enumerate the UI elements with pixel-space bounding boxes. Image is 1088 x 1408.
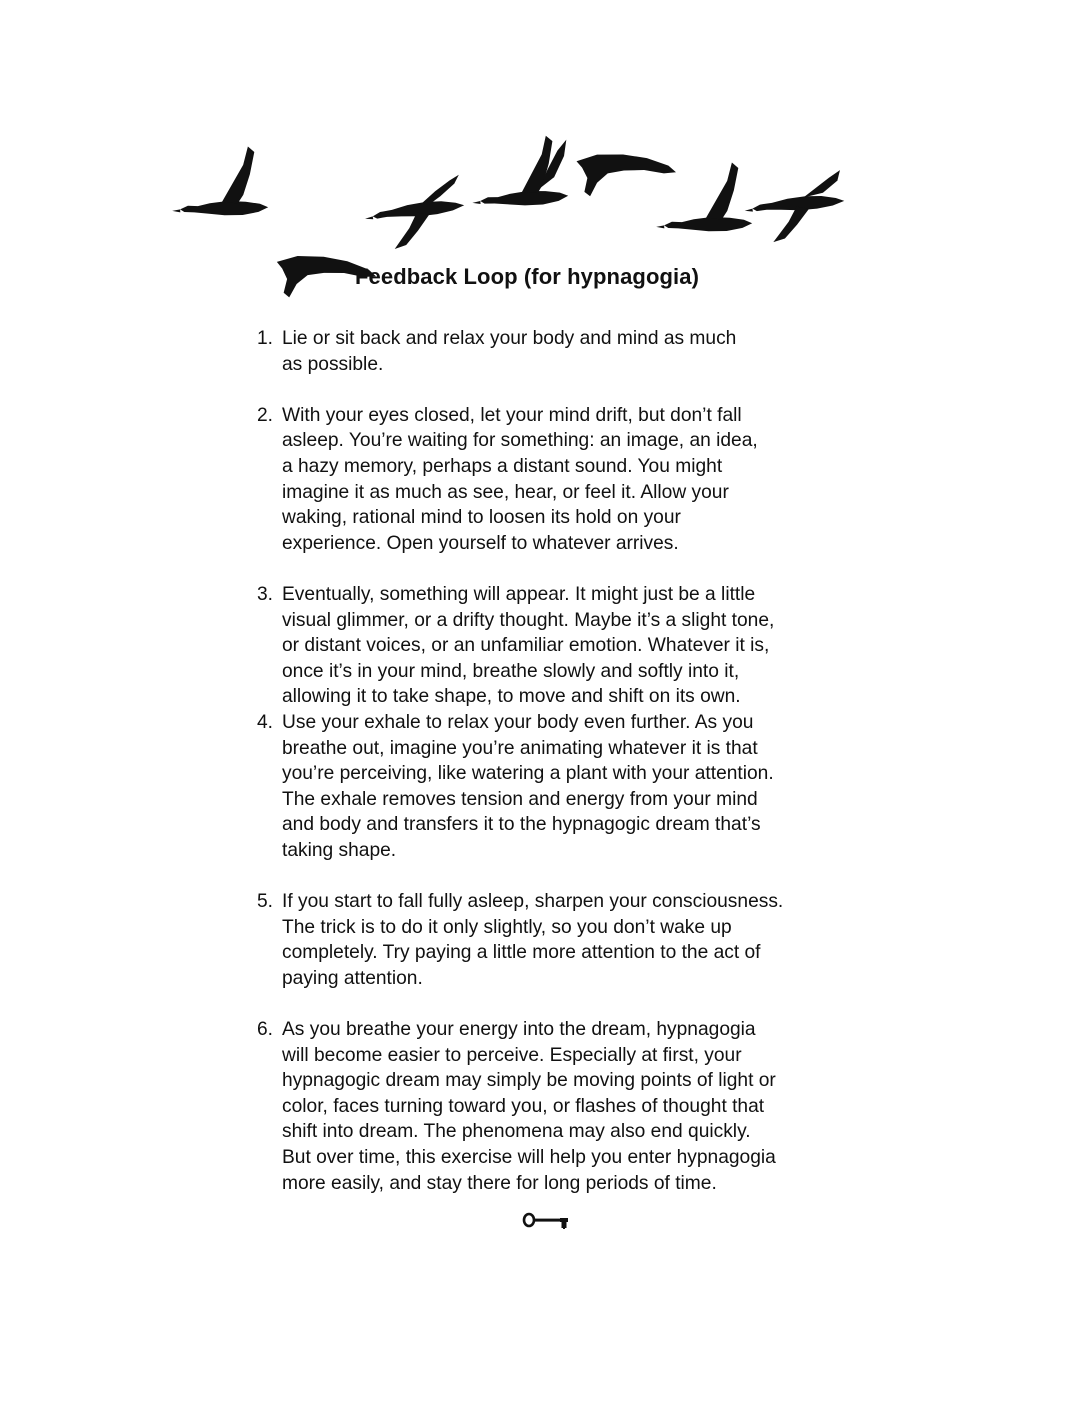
step-text-line: as possible. (282, 353, 384, 375)
step-text-line: once it’s in your mind, breathe slowly and softly into it, (282, 660, 740, 682)
step-text-line: Lie or sit back and relax your body and mind as much (282, 328, 737, 349)
step-text-line: visual glimmer, or a drifty thought. Maybe it’s a slight tone, (282, 609, 775, 631)
step-text-line: allowing it to take shape, to move and shift on its own. (282, 686, 741, 708)
step-text-line: But over time, this exercise will help you enter hypnagogia (282, 1147, 776, 1168)
step-text-line: breathe out, imagine you’re animating whatever it is that (282, 737, 758, 759)
step-text-line: Use your exhale to relax your body even further. As you (282, 711, 754, 733)
steps-list (257, 326, 857, 1196)
step-text-line: imagine it as much as see, hear, or feel it. Allow your (282, 481, 729, 503)
step-text-line: a hazy memory, perhaps a distant sound. You might (282, 455, 723, 477)
key-icon (522, 1211, 572, 1231)
step-text-line: If you start to fall fully asleep, sharpen your consciousness. (282, 891, 784, 913)
step-text-line: or distant voices, or an unfamiliar emotion. Whatever it is, (282, 635, 770, 657)
step-number: 6. (257, 1019, 274, 1041)
step-text-line: With your eyes closed, let your mind drift, but don’t fall (282, 404, 742, 426)
step-number: 4. (257, 711, 274, 733)
step-text-line: more easily, and stay there for long periods of time. (282, 1172, 717, 1194)
list-item (257, 1017, 857, 1196)
step-text-line: As you breathe your energy into the dream, hypnagogia (282, 1019, 756, 1041)
step-text-line: The exhale removes tension and energy from your mind (282, 788, 758, 810)
list-item (257, 582, 857, 710)
step-number: 2. (257, 404, 274, 426)
list-item (257, 889, 857, 991)
step-number: 3. (257, 583, 274, 605)
list-item (257, 710, 857, 864)
step-text-line: shift into dream. The phenomena may also end quickly. (282, 1121, 751, 1143)
step-text-line: color, faces turning toward you, or flashes of thought that (282, 1095, 765, 1117)
step-text-line: The trick is to do it only slightly, so you don’t wake up (282, 916, 732, 938)
step-text-line: completely. Try paying a little more attention to the act of (282, 942, 761, 964)
step-text-line: hypnagogic dream may simply be moving points of light or (282, 1070, 776, 1092)
step-text-line: taking shape. (282, 839, 397, 861)
list-item (257, 403, 857, 557)
step-text-line: and body and transfers it to the hypnagogic dream that’s (282, 814, 761, 836)
step-text-line: Eventually, something will appear. It might just be a little (282, 583, 756, 605)
step-text-line: paying attention. (282, 967, 423, 989)
step-text-line: you’re perceiving, like watering a plant with your attention. (282, 763, 774, 785)
step-text-line: waking, rational mind to loosen its hold on your (282, 507, 681, 529)
list-item (257, 326, 857, 377)
step-number: 5. (257, 891, 274, 913)
step-text-line: will become easier to perceive. Especially at first, your (282, 1044, 742, 1066)
step-text-line: experience. Open yourself to whatever arrives. (282, 532, 679, 554)
page-title: Feedback Loop (for hypnagogia) (355, 264, 700, 289)
step-text-line: asleep. You’re waiting for something: an image, an idea, (282, 430, 758, 452)
step-number: 1. (257, 328, 274, 349)
